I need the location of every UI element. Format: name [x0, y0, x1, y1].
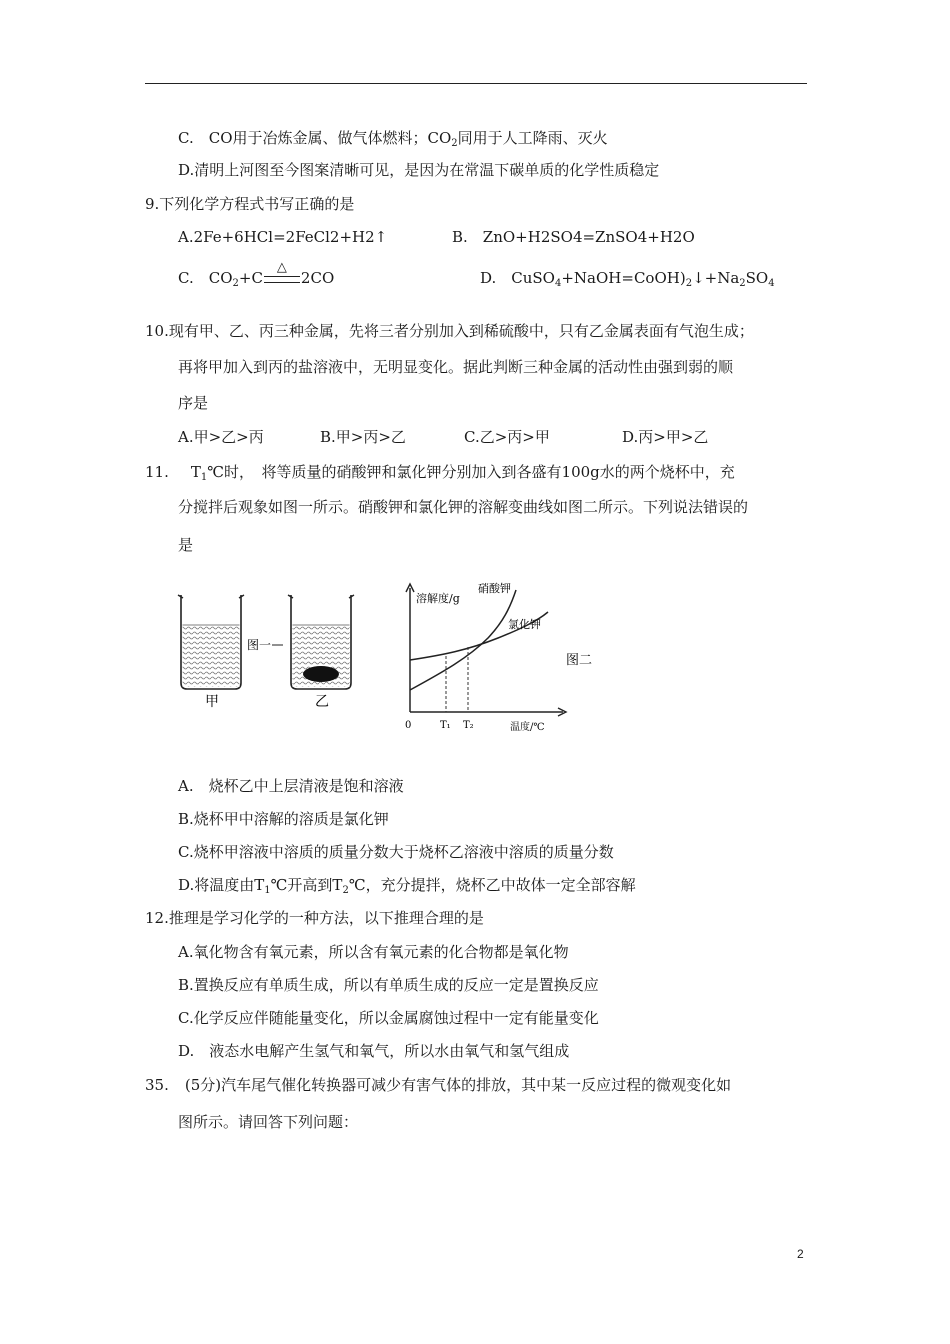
page-number: 2 — [797, 1247, 804, 1261]
t2-tick-label: T₂ — [463, 720, 474, 731]
q10-option-d: D.丙>甲>乙 — [622, 428, 709, 446]
q10-line-3: 序是 — [178, 394, 209, 412]
q11-option-c: C.烧杯甲溶液中溶质的质量分数大于烧杯乙溶液中溶质的质量分数 — [178, 843, 614, 861]
t1-tick-label: T₁ — [440, 720, 451, 731]
figure-two-solubility-chart — [398, 580, 638, 740]
beaker-jia-label: 甲 — [205, 694, 219, 710]
q11-line-1: 11. $T_1℃$时， 将等质量的硝酸钾和氯化钾分别加入到各盛有100g水的两个烧杯中，充 — [145, 463, 735, 483]
q9-option-b: B. ZnO+H2SO4=ZnSO4+H2O — [452, 228, 695, 246]
q9-stem: 9.下列化学方程式书写正确的是 — [145, 195, 355, 213]
q8-option-d: D.清明上河图至今图案清晰可见，是因为在常温下碳单质的化学性质稳定 — [178, 161, 660, 179]
x-axis-label: 温度/℃ — [510, 722, 545, 733]
q12-option-d: D. 液态水电解产生氢气和氧气，所以水由氧气和氢气组成 — [178, 1042, 570, 1060]
q11-line-3: 是 — [178, 536, 194, 554]
heat-condition: △ — [276, 260, 287, 275]
q12-option-a: A.氧化物含有氧元素，所以含有氧元素的化合物都是氧化物 — [178, 943, 569, 961]
figure-two-label: 图二 — [566, 653, 593, 668]
q10-line-2: 再将甲加入到丙的盐溶液中，无明显变化。据此判断三种金属的活动性由强到弱的顺 — [178, 358, 734, 376]
curve-potassium-nitrate — [410, 590, 516, 690]
q11-option-d: D.将温度由$T_1℃$开高到$T_2℃$，充分提拌，烧杯乙中故体一定全部容解 — [178, 876, 636, 896]
q9-option-a: A.2Fe+6HCl=2FeCl2+H2↑ — [178, 228, 388, 246]
q35-line-1: 35. (5分)汽车尾气催化转换器可减少有害气体的排放，其中某一反应过程的微观变化如 — [145, 1076, 732, 1094]
q10-option-c: C.乙>丙>甲 — [464, 428, 550, 446]
curve-label-potassium-chloride: 氯化钾 — [508, 618, 541, 631]
q12-stem: 12.推理是学习化学的一种方法，以下推理合理的是 — [145, 909, 484, 927]
beaker-yi-label: 乙 — [315, 694, 329, 710]
q8-option-c: C. CO用于冶炼金属、做气体燃料；$CO_2$同用于人工降雨、灭火 — [178, 129, 608, 149]
q10-line-1: 10.现有甲、乙、丙三种金属，先将三者分别加入到稀硫酸中，只有乙金属表面有气泡生成； — [145, 322, 754, 340]
beaker-jia — [178, 595, 244, 689]
beaker-yi — [288, 595, 354, 689]
q11-line-2: 分搅拌后观象如图一所示。硝酸钾和氯化钾的溶解变曲线如图二所示。下列说法错误的 — [178, 498, 749, 516]
undissolved-solid — [303, 666, 339, 682]
figure-one-beakers — [175, 585, 365, 710]
q9-option-d: D. $CuSO_4+NaOH=CoOH)_2↓+Na_2SO_4$ — [480, 269, 775, 289]
q35-line-2: 图所示。请回答下列问题： — [178, 1113, 359, 1131]
origin-label: 0 — [405, 720, 412, 731]
curve-label-potassium-nitrate: 硝酸钾 — [478, 582, 511, 595]
q10-option-a: A.甲>乙>丙 — [178, 428, 264, 446]
q12-option-b: B.置换反应有单质生成，所以有单质生成的反应一定是置换反应 — [178, 976, 599, 994]
q10-option-b: B.甲>丙>乙 — [320, 428, 406, 446]
q12-option-c: C.化学反应伴随能量变化，所以金属腐蚀过程中一定有能量变化 — [178, 1009, 599, 1027]
header-rule — [145, 83, 807, 84]
q9-option-c: C. $CO_2+C$ △ 2CO — [178, 260, 335, 289]
q11-option-b: B.烧杯甲中溶解的溶质是氯化钾 — [178, 810, 389, 828]
figure-one-label: 图一 — [247, 638, 272, 652]
y-axis-label: 溶解度/g — [416, 592, 460, 605]
q11-option-a: A. 烧杯乙中上层清液是饱和溶液 — [178, 777, 404, 795]
